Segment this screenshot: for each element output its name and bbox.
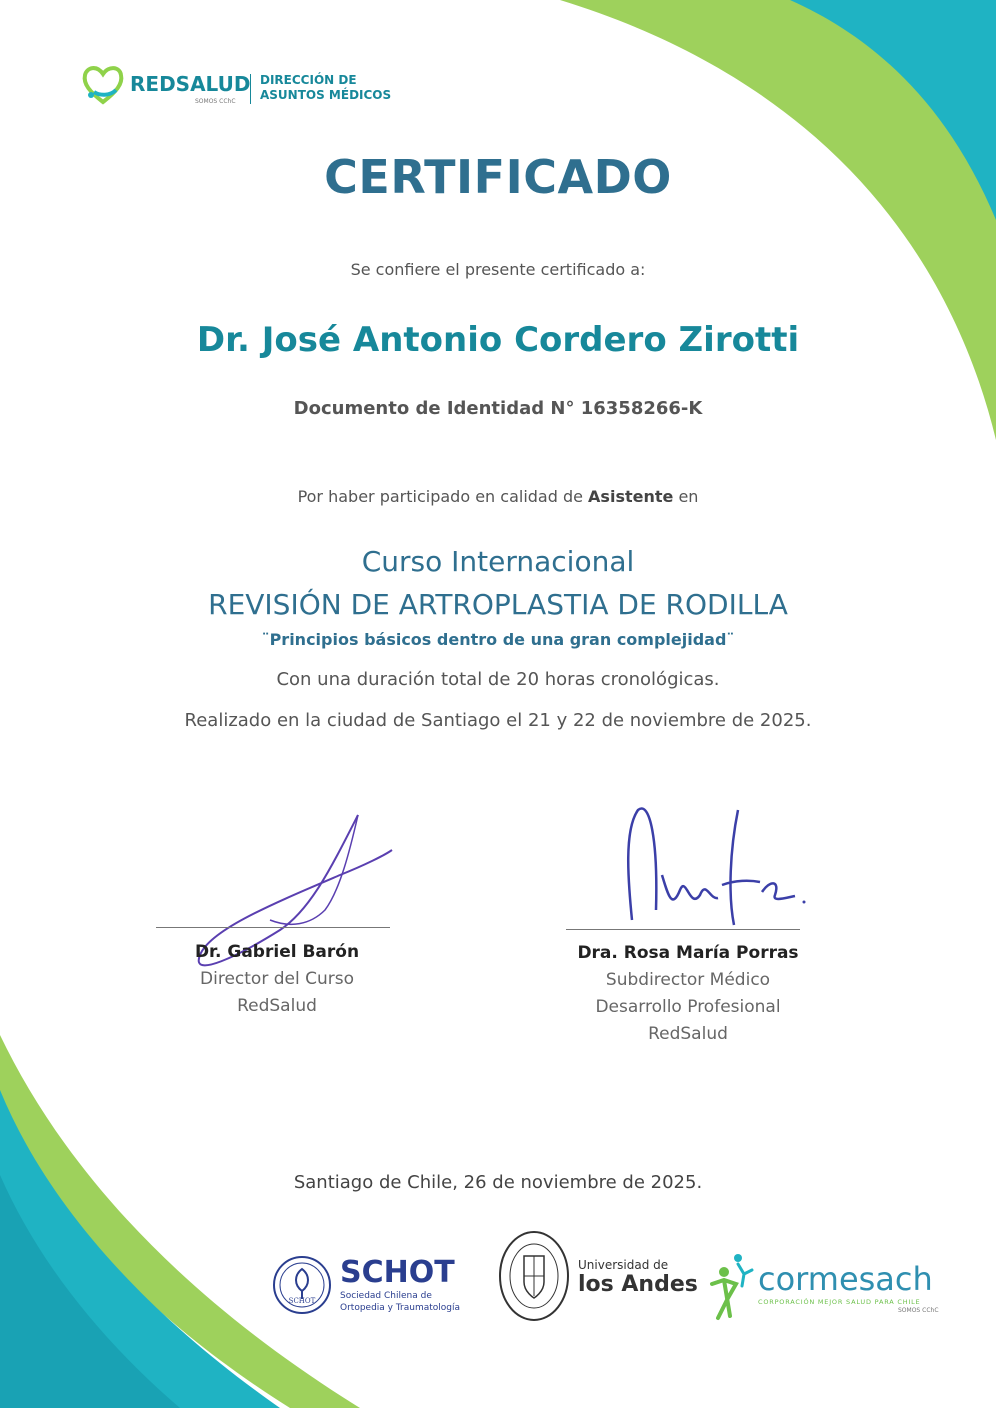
signer-1-role: Director del Curso (200, 969, 354, 989)
cormesach-line2: SOMOS CChC (898, 1307, 939, 1314)
signature-2-block (566, 940, 810, 1048)
signer-1-org: RedSalud (237, 996, 317, 1016)
issue-date: Santiago de Chile, 26 de noviembre de 2025. (293, 1172, 703, 1193)
schot-seal-icon (272, 1255, 332, 1315)
participation-text (0, 487, 996, 506)
logo-division-line1: DIRECCIÓN DE (260, 73, 357, 87)
schot-seal-text: SCHOT (288, 1297, 316, 1305)
uandes-line1: Universidad de (578, 1258, 669, 1272)
course-subtitle: ¨Principios básicos dentro de una gran complejidad¨ (261, 630, 735, 649)
cormesach-line1: CORPORACIÓN MEJOR SALUD PARA CHILE (758, 1298, 921, 1306)
heart-logo-icon (80, 62, 126, 108)
signer-2-role: Subdirector Médico (605, 970, 771, 990)
redsalud-logo (80, 62, 420, 112)
signature-2-scribble (610, 800, 810, 930)
schot-line2: Ortopedia y Traumatología (340, 1303, 460, 1313)
schot-line1: Sociedad Chilena de (340, 1291, 432, 1301)
logo-tagline: SOMOS CChC (195, 98, 236, 105)
cormesach-name: cormesach (758, 1260, 933, 1298)
id-document: Documento de Identidad N° 16358266-K (293, 398, 703, 419)
signer-2-org: RedSalud (648, 1024, 728, 1044)
signer-1-name: Dr. Gabriel Barón (194, 942, 360, 962)
duration-text: Con una duración total de 20 horas cronológicas. (276, 669, 720, 690)
recipient-name: Dr. José Antonio Cordero Zirotti (196, 320, 800, 360)
course-title: REVISIÓN DE ARTROPLASTIA DE RODILLA (208, 588, 788, 621)
signer-2-dept: Desarrollo Profesional (595, 997, 781, 1017)
schot-name: SCHOT (340, 1255, 455, 1290)
uandes-line2: los Andes (578, 1272, 698, 1297)
signature-1-line (156, 927, 390, 928)
uandes-logo (498, 1230, 698, 1324)
schot-logo (272, 1255, 472, 1317)
cormesach-logo (708, 1250, 958, 1322)
course-type: Curso Internacional (361, 545, 635, 578)
held-text: Realizado en la ciudad de Santiago el 21 y 22 de noviembre de 2025. (184, 710, 812, 731)
confers-text: Se confiere el presente certificado a: (350, 260, 646, 279)
uandes-seal-icon (498, 1230, 570, 1322)
logo-brand: REDSALUD (130, 72, 251, 96)
logo-divider (250, 74, 251, 104)
cormesach-figures-icon (708, 1250, 762, 1320)
certificate-title: CERTIFICADO (324, 150, 672, 204)
participation-prefix: Por haber participado en calidad de (297, 487, 589, 506)
participation-role: Asistente (588, 487, 674, 506)
participation-suffix: en (673, 487, 699, 506)
signature-2-line (566, 929, 800, 930)
logo-division-line2: ASUNTOS MÉDICOS (260, 88, 392, 102)
signer-2-name: Dra. Rosa María Porras (577, 943, 799, 963)
signature-1-block (156, 939, 398, 1020)
